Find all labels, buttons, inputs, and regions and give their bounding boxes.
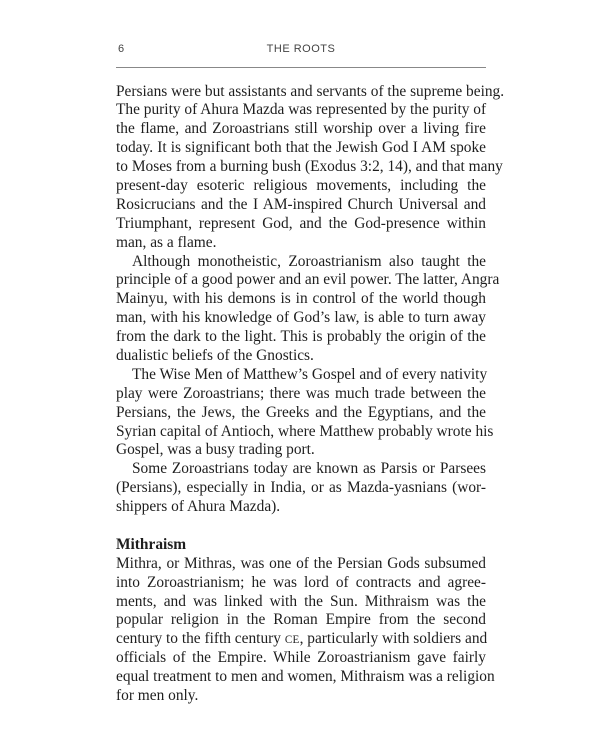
text-line: for men only.: [116, 687, 199, 704]
body-text: [116, 82, 505, 517]
text-line: Triumphant, represent God, and the God-presence within: [116, 214, 486, 232]
text-line: dualistic beliefs of the Gnostics.: [116, 346, 314, 364]
section-heading: Mithraism: [116, 535, 187, 553]
text-line: man, with his knowledge of God’s law, is able to turn away: [116, 309, 486, 327]
section-text: [116, 554, 495, 706]
text-line: Syrian capital of Antioch, where Matthew probably wrote his: [116, 422, 494, 440]
paragraph: [116, 554, 495, 706]
text-line: into Zoroastrianism; he was lord of contracts and agree-: [116, 573, 486, 591]
text-line: popular religion in the Roman Empire from the second: [116, 611, 486, 629]
page-number: 6: [118, 43, 125, 55]
paragraph: [116, 460, 486, 517]
page-body: [116, 82, 505, 706]
text-line: Gospel, was a busy trading port.: [116, 441, 315, 459]
text-line: Some Zoroastrians today are known as Parsis or Parsees: [132, 460, 486, 478]
text-line: Mithra, or Mithras, was one of the Persian Gods subsumed: [116, 554, 486, 572]
text-line: from the dark to the light. This is probably the origin of the: [116, 328, 486, 346]
text-line: today. It is significant both that the Jewish God I AM spoke: [116, 139, 486, 157]
text-segment: , particularly with soldiers and: [299, 630, 488, 648]
text-line: equal treatment to men and women, Mithraism was a religion: [116, 668, 495, 686]
paragraph: [116, 252, 500, 366]
text-line: Although monotheistic, Zoroastrianism also taught the: [132, 252, 486, 270]
section-spacer: [116, 517, 486, 536]
text-line: man, as a flame.: [116, 233, 217, 251]
text-line: present-day esoteric religious movements, including the: [116, 176, 486, 194]
text-line: principle of a good power and an evil power. The latter, Angra: [116, 271, 500, 289]
header-rule: [116, 67, 486, 68]
small-caps-text: CE: [284, 634, 300, 647]
text-line: The Wise Men of Matthew’s Gospel and of every nativity: [132, 365, 488, 383]
text-line: officials of the Empire. While Zoroastrianism gave fairly: [116, 649, 486, 667]
text-line: to Moses from a burning bush (Exodus 3:2, 14), and that many: [116, 158, 503, 176]
text-line: shippers of Ahura Mazda).: [116, 498, 281, 516]
text-line: Mainyu, with his demons is in control of the world though: [116, 290, 486, 308]
text-line: play were Zoroastrians; there was much trade between the: [116, 384, 486, 402]
paragraph: [116, 82, 505, 253]
text-line: [116, 630, 486, 649]
text-line: ments, and was linked with the Sun. Mithraism was the: [116, 592, 486, 610]
running-header: [116, 41, 486, 59]
text-line: (Persians), especially in India, or as Mazda-yasnians (wor-: [116, 479, 486, 497]
text-line: the flame, and Zoroastrians still worship over a living fire: [116, 120, 486, 138]
running-title: THE ROOTS: [266, 43, 336, 55]
text-line: Rosicrucians and the I AM-inspired Church Universal and: [116, 195, 486, 213]
text-segment: century to the fifth century: [116, 630, 285, 648]
text-line: The purity of Ahura Mazda was represented by the purity of: [116, 101, 487, 119]
paragraph: [116, 365, 494, 460]
text-line: Persians were but assistants and servants of the supreme being.: [116, 82, 505, 100]
text-line: Persians, the Jews, the Greeks and the Egyptians, and the: [116, 403, 486, 421]
